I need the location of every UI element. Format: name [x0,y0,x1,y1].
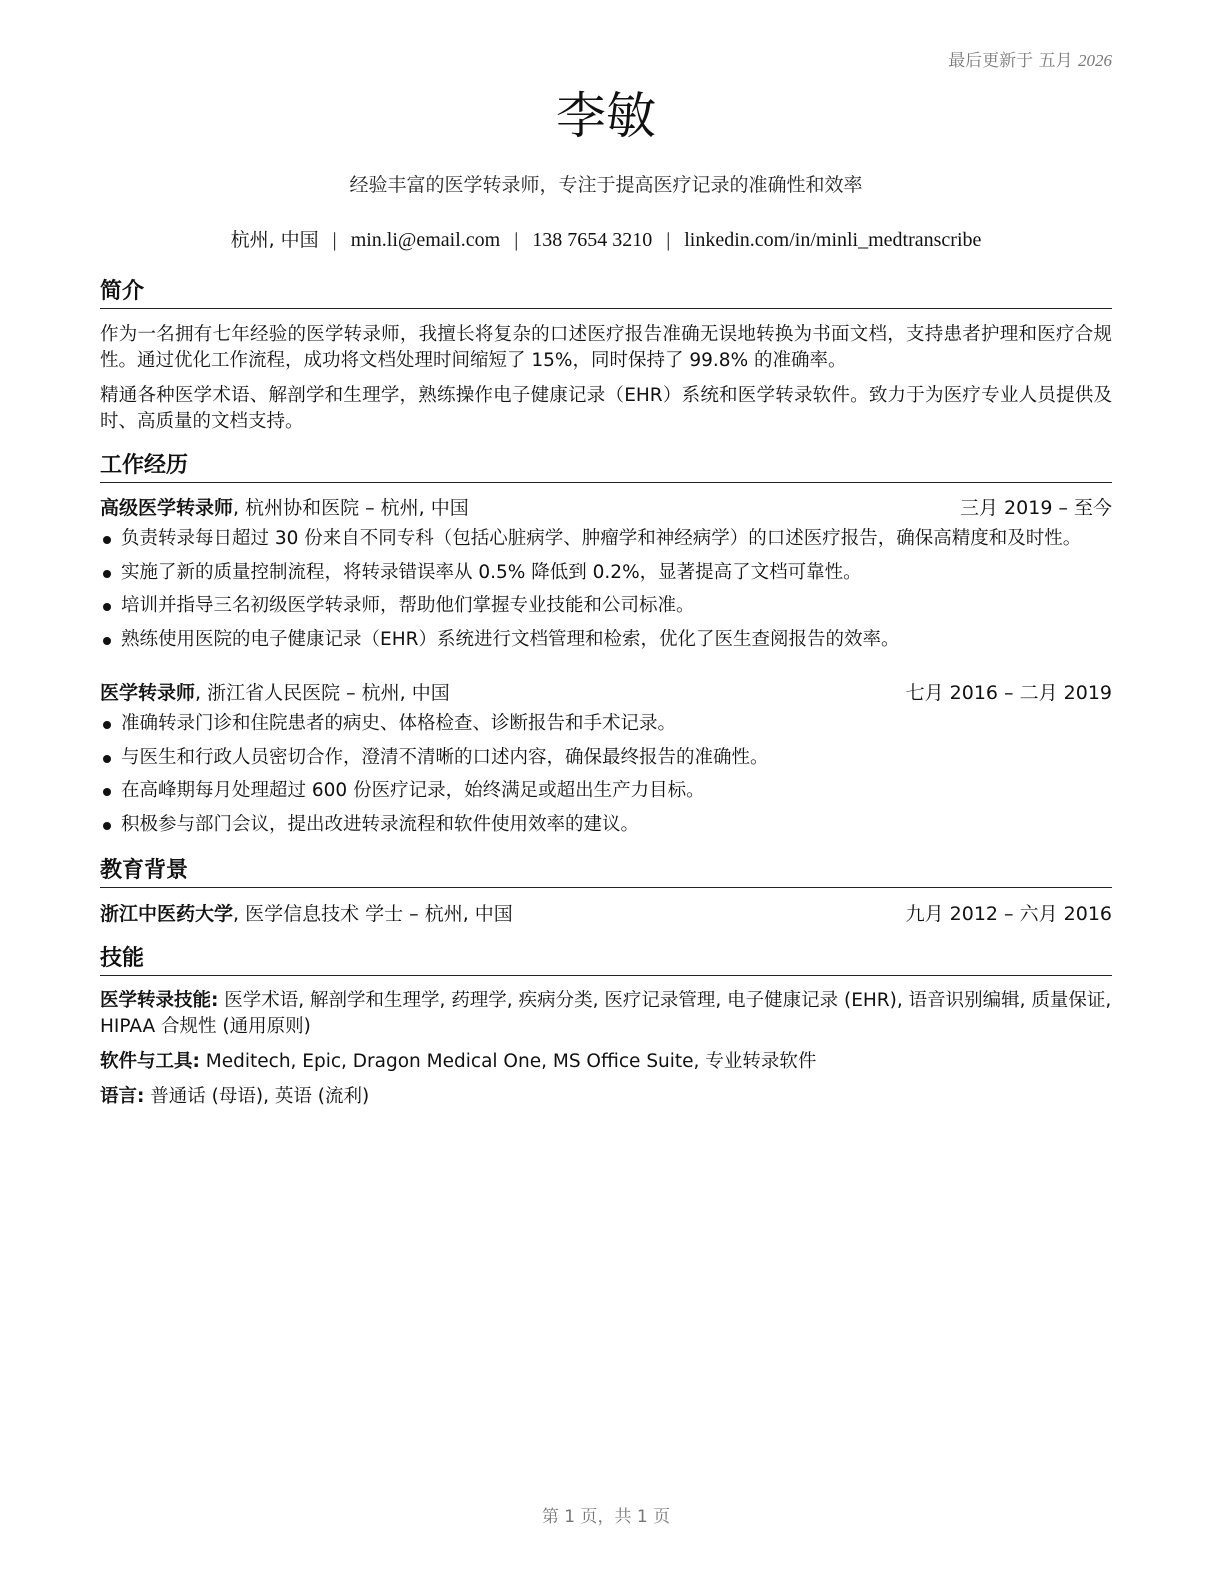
section-title-experience: 工作经历 [100,452,1112,483]
contact-linkedin-link[interactable]: linkedin.com/in/minli_medtranscribe [684,229,982,251]
job-organization: , 浙江省人民医院 – 杭州, 中国 [195,682,450,704]
skill-row [100,988,1112,1040]
list-item: 积极参与部门会议，提出改进转录流程和软件使用效率的建议。 [100,808,1112,842]
list-item: 在高峰期每月处理超过 600 份医疗记录，始终满足或超出生产力目标。 [100,774,1112,808]
candidate-name: 李敏 [556,87,656,145]
job-bullets [100,522,1112,656]
contact-separator: | [332,229,337,251]
list-item: 准确转录门诊和住院患者的病史、体格检查、诊断报告和手术记录。 [100,707,1112,741]
contact-separator: | [514,229,519,251]
summary-paragraph: 作为一名拥有七年经验的医学转录师，我擅长将复杂的口述医疗报告准确无误地转换为书面文档，支持患者护理和医疗合规性。通过优化工作流程，成功将文档处理时间缩短了 15%，同时保持了 99.8% 的准确率。 [100,324,1112,371]
contact-line [100,225,1112,252]
job-header [100,680,1112,706]
skill-label: 语言: [100,1086,145,1107]
summary-paragraph: 精通各种医学术语、解剖学和生理学，熟练操作电子健康记录（EHR）系统和医学转录软件。致力于为医疗专业人员提供及时、高质量的文档支持。 [100,385,1112,432]
job-title: 医学转录师 [100,682,196,704]
section-title-skills: 技能 [100,945,1112,976]
contact-separator: | [666,229,671,251]
skill-value: Meditech, Epic, Dragon Medical One, MS Office Suite, 专业转录软件 [199,1051,817,1072]
job-title: 高级医学转录师 [100,497,234,519]
skill-label: 软件与工具: [100,1051,200,1072]
list-item: 实施了新的质量控制流程，将转录错误率从 0.5% 降低到 0.2%，显著提高了文档可靠性。 [100,556,1112,590]
skill-label: 医学转录技能: [100,990,219,1011]
last-updated [948,46,1112,71]
contact-phone: 138 7654 3210 [532,229,653,251]
contact-email-link[interactable]: min.li@email.com [350,229,501,251]
education-dates: 九月 2012 – 六月 2016 [905,903,1112,925]
last-updated-year: 2026 [1078,51,1112,70]
section-title-summary: 简介 [100,278,1112,309]
list-item: 熟练使用医院的电子健康记录（EHR）系统进行文档管理和检索，优化了医生查阅报告的效率。 [100,623,1112,657]
job-header [100,495,1112,521]
job-dates: 七月 2016 – 二月 2019 [905,682,1112,704]
skill-row [100,1084,1112,1110]
last-updated-prefix: 最后更新于 五月 [948,51,1073,71]
skill-value: 医学术语, 解剖学和生理学, 药理学, 疾病分类, 医疗记录管理, 电子健康记录 (EHR), 语音识别编辑, 质量保证, HIPAA 合规性 (通用原则) [100,990,1112,1037]
tagline: 经验丰富的医学转录师，专注于提高医疗记录的准确性和效率 [349,174,863,196]
job-dates: 三月 2019 – 至今 [960,497,1112,519]
school-name: 浙江中医药大学 [100,903,234,925]
page-footer: 第 1 页，共 1 页 [541,1507,671,1527]
degree-detail: , 医学信息技术 学士 – 杭州, 中国 [233,903,513,925]
resume-page [100,0,1112,1584]
list-item: 培训并指导三名初级医学转录师，帮助他们掌握专业技能和公司标准。 [100,589,1112,623]
list-item: 负责转录每日超过 30 份来自不同专科（包括心脏病学、肿瘤学和神经病学）的口述医疗报告，确保高精度和及时性。 [100,522,1112,556]
job-bullets [100,707,1112,841]
job-organization: , 杭州协和医院 – 杭州, 中国 [233,497,469,519]
list-item: 与医生和行政人员密切合作，澄清不清晰的口述内容，确保最终报告的准确性。 [100,741,1112,775]
skill-value: 普通话 (母语), 英语 (流利) [144,1086,370,1107]
skill-row [100,1049,1112,1075]
contact-location: 杭州, 中国 [230,229,319,251]
education-entry [100,901,1112,927]
section-title-education: 教育背景 [100,857,1112,888]
